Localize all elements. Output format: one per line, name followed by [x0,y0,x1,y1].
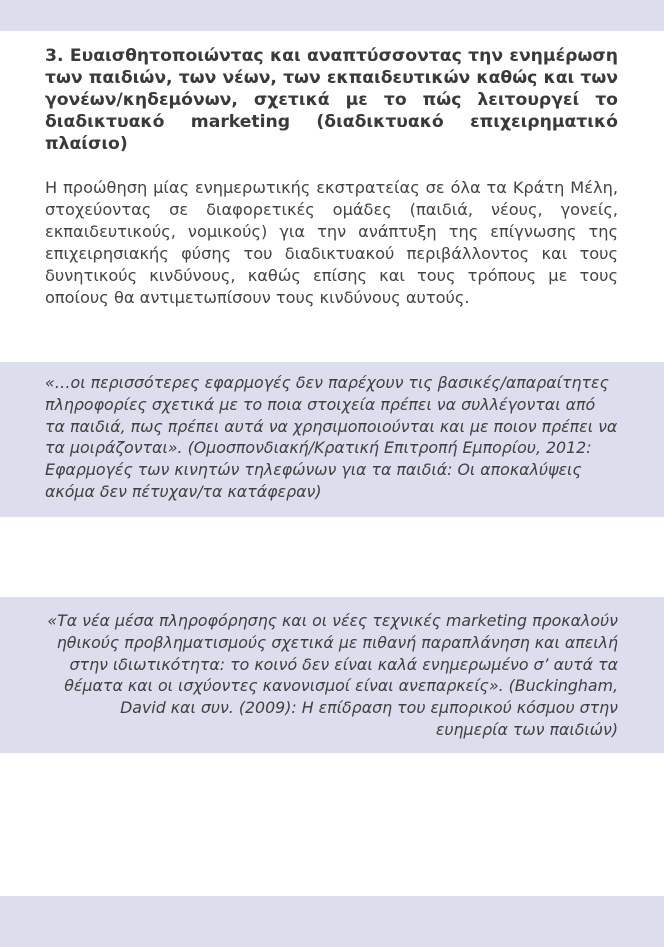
section-heading: 3. Ευαισθητοποιώντας και αναπτύσσοντας την ενημέρωση των παιδιών, των νέων, των εκπαιδευτικών καθώς και των γονέων/κηδεμόνων, σχετικά με το πώς λειτουργεί το διαδικτυακό marketing (διαδικτυακό επιχειρηματικό πλαίσιο) [45,46,618,154]
quote-text-1: «…οι περισσότερες εφαρμογές δεν παρέχουν τις βασικές/απαραίτητες πληροφορίες σχετικά με το ποια στοιχεία πρέπει να συλλέγονται από τα παιδιά, πως πρέπει αυτά να χρησιμοποιούνται και με ποιον πρέπει να τα μοιράζονται». (Ομοσπονδιακή/Κρατική Επιτροπή Εμπορίου, 2012: Εφαρμογές των κινητών τηλεφώνων για τα παιδιά: Οι αποκαλύψεις ακόμα δεν πέτυχαν/τα κατάφεραν) [45,373,618,501]
bottom-band [0,896,664,947]
quote-text-2: «Τα νέα μέσα πληροφόρησης και οι νέες τεχνικές marketing προκαλούν ηθικούς προβληματισμούς σχετικά με πιθανή παραπλάνηση και απειλή στην ιδιωτικότητα: το κοινό δεν είναι καλά ενημερωμένο σ’ αυτά τα θέματα και οι ισχύοντες κανονισμοί είναι ανεπαρκείς». (Buckingham, David και συν. (2009): Η επίδραση του εμπορικού κόσμου στην ευημερία των παιδιών) [47,611,618,739]
section-paragraph: Η προώθηση μίας ενημερωτικής εκστρατείας σε όλα τα Κράτη Μέλη, στοχεύοντας σε διαφορετικές ομάδες (παιδιά, νέους, γονείς, εκπαιδευτικούς, νομικούς) για την ανάπτυξη της επίγνωσης της επιχειρησιακής φύσης του διαδικτυακού περιβάλλοντος και τους δυνητικούς κινδύνους, καθώς επίσης και τους τρόπους με τους οποίους θα αντιμετωπίσουν τους κινδύνους αυτούς. [45,178,618,307]
top-band [0,0,664,31]
